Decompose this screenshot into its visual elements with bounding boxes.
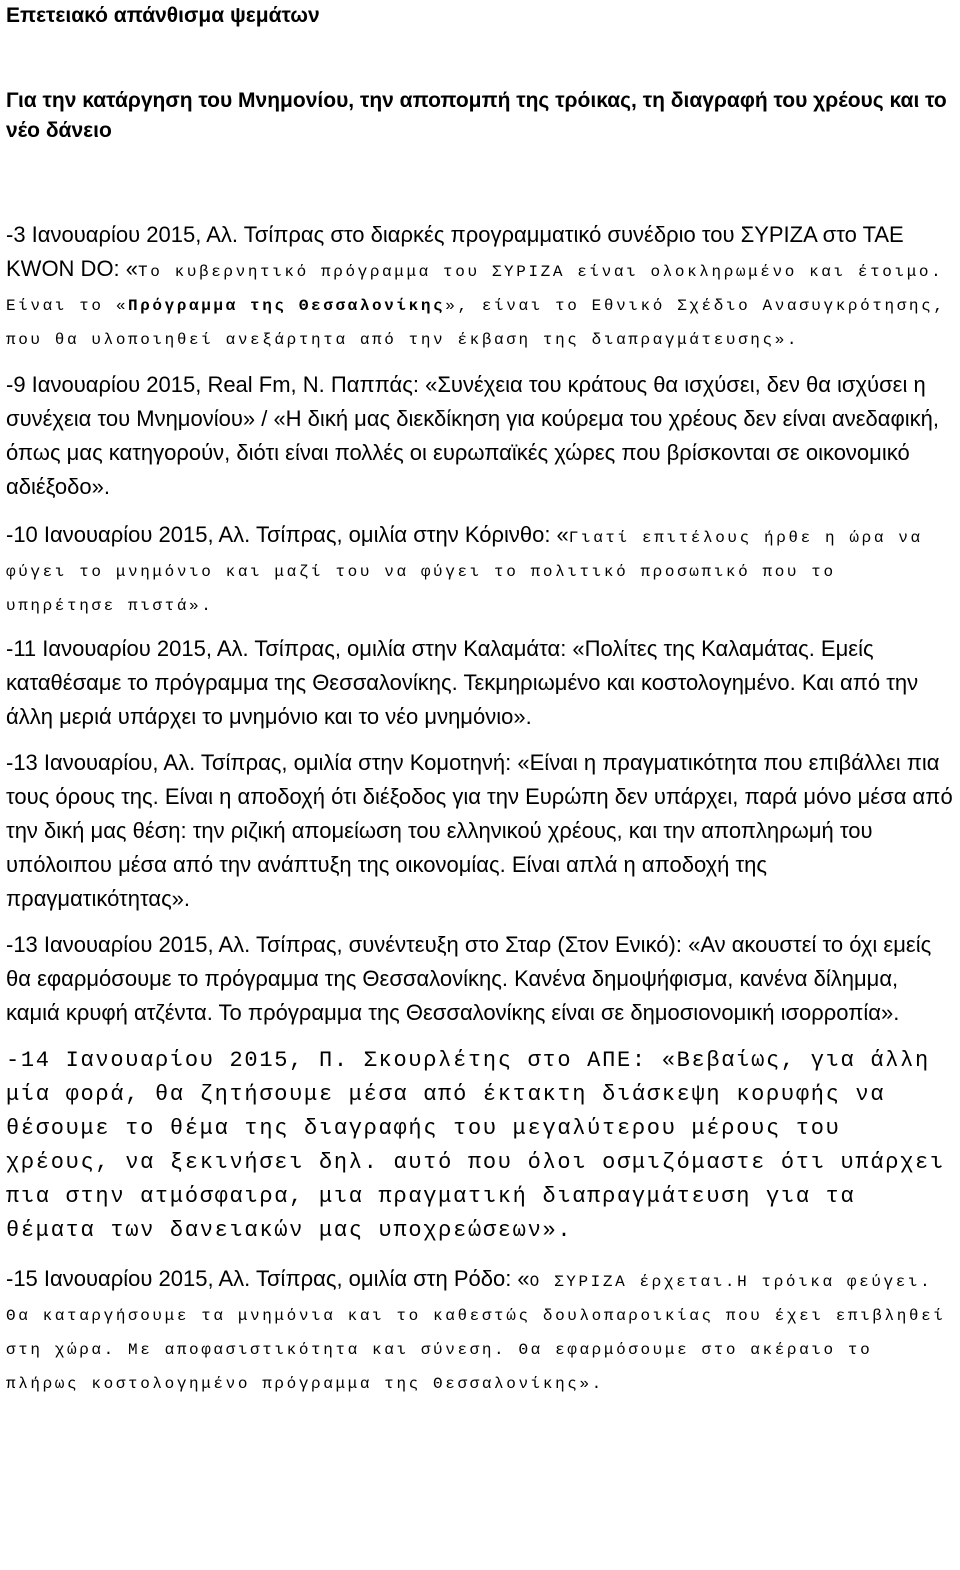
quote-entry-jan-10 bbox=[6, 518, 954, 620]
quote-entry-jan-14 bbox=[6, 1044, 954, 1248]
entry-text: -13 Ιανουαρίου 2015, Αλ. Τσίπρας, συνέντευξη στο Σταρ (Στον Ενικό): «Αν ακουστεί το όχι εμείς θα εφαρμόσουμε το πρόγραμμα της Θεσσαλονίκης. Κανένα δημοψήφισμα, κανένα δίλημμα, καμιά κρυφή ατζέντα. Το πρόγραμμα της Θεσσαλονίκης είναι σε δημοσιονομική ισορροπία». bbox=[6, 932, 932, 1025]
entry-quote-mono: Το κυβερνητικό πρόγραμμα του ΣΥΡΙΖΑ είναι ολοκληρωμένο και έτοιμο. Είναι το « bbox=[6, 263, 944, 315]
entry-intro: -10 Ιανουαρίου 2015, Αλ. Τσίπρας, ομιλία στην Κόρινθο: « bbox=[6, 522, 569, 547]
quote-entry-jan-9 bbox=[6, 368, 954, 504]
quote-entry-jan-13-komotini bbox=[6, 746, 954, 916]
entry-text: -14 Ιανουαρίου 2015, Π. Σκουρλέτης στο ΑΠΕ: «Βεβαίως, για άλλη μία φορά, θα ζητήσουμε μέσα από έκτακτη διάσκεψη κορυφής να θέσουμε το θέμα της διαγραφής του μεγαλύτερου μέρους του χρέους, να ξεκινήσει δηλ. αυτό που όλοι οσμιζόμαστε ότι υπάρχει πια στην ατμόσφαιρα, μια πραγματική διαπραγμάτευση για τα θέματα των δανειακών μας υποχρεώσεων». bbox=[6, 1048, 945, 1243]
entry-text: -13 Ιανουαρίου, Αλ. Τσίπρας, ομιλία στην Κομοτηνή: «Είναι η πραγματικότητα που επιβάλλει πια τους όρους της. Είναι η αποδοχή ότι διέξοδος για την Ευρώπη δεν υπάρχει, παρά μόνο μέσα από την δική μας θέση: την ριζική απομείωση του ελληνικού χρέους, και την αποπληρωμή του υπόλοιπου μέσα από την ανάπτυξη της οικονομίας. Είναι απλά η αποδοχή της πραγματικότητας». bbox=[6, 750, 953, 911]
quote-entry-jan-11 bbox=[6, 632, 954, 734]
quote-entry-jan-3 bbox=[6, 218, 954, 354]
document-title: Επετειακό απάνθισμα ψεμάτων bbox=[6, 4, 320, 27]
entry-intro: -3 Ιανουαρίου 2015, Αλ. Τσίπρας στο διαρκές προγραμματικό συνέδριο του ΣΥΡΙΖΑ στο ΤΑΕ KWON DO: « bbox=[6, 222, 904, 281]
quote-entry-jan-13-star bbox=[6, 928, 954, 1030]
entry-quote-bold: Πρόγραμμα της Θεσσαλονίκης bbox=[128, 297, 446, 315]
quote-entry-jan-15 bbox=[6, 1262, 954, 1398]
document-subtitle: Για την κατάργηση του Μνημονίου, την αποπομπή της τρόικας, τη διαγραφή του χρέους και το νέο δάνειο bbox=[6, 89, 947, 142]
entry-intro: -15 Ιανουαρίου 2015, Αλ. Τσίπρας, ομιλία στη Ρόδο: « bbox=[6, 1266, 530, 1291]
entry-text: -9 Ιανουαρίου 2015, Real Fm, Ν. Παππάς: «Συνέχεια του κράτους θα ισχύσει, δεν θα ισχύσει η συνέχεια του Μνημονίου» / «Η δική μας διεκδίκηση για κούρεμα του χρέους δεν είναι ανεδαφική, όπως μας κατηγορούν, διότι είναι πολλές οι ευρωπαϊκές χώρες που βρίσκονται σε οικονομικό αδιέξοδο». bbox=[6, 372, 939, 499]
entry-quote-mono: Γιατί επιτέλους ήρθε η ώρα να φύγει το μνημόνιο και μαζί του να φύγει το πολιτικό προσωπικό που το υπηρέτησε πιστά». bbox=[6, 529, 923, 615]
entry-quote-mono: Ο ΣΥΡΙΖΑ έρχεται.Η τρόικα φεύγει. Θα καταργήσουμε τα μνημόνια και το καθεστώς δουλοπαροικίας που έχει επιβληθεί στη χώρα. Με αποφασιστικότητα και σύνεση. Θα εφαρμόσουμε στο ακέραιο το πλήρως κοστολογημένο πρόγραμμα της Θεσσαλονίκης». bbox=[6, 1273, 946, 1393]
entry-text: -11 Ιανουαρίου 2015, Αλ. Τσίπρας, ομιλία στην Καλαμάτα: «Πολίτες της Καλαμάτας. Εμείς καταθέσαμε το πρόγραμμα της Θεσσαλονίκης. Τεκμηριωμένο και κοστολογημένο. Και από την άλλη μεριά υπάρχει το μνημόνιο και το νέο μνημόνιο». bbox=[6, 636, 919, 729]
entry-quote-mono: », είναι το Εθνικό Σχέδιο Ανασυγκρότησης, που θα υλοποιηθεί ανεξάρτητα από την έκβαση της διαπραγμάτευσης». bbox=[6, 297, 946, 349]
